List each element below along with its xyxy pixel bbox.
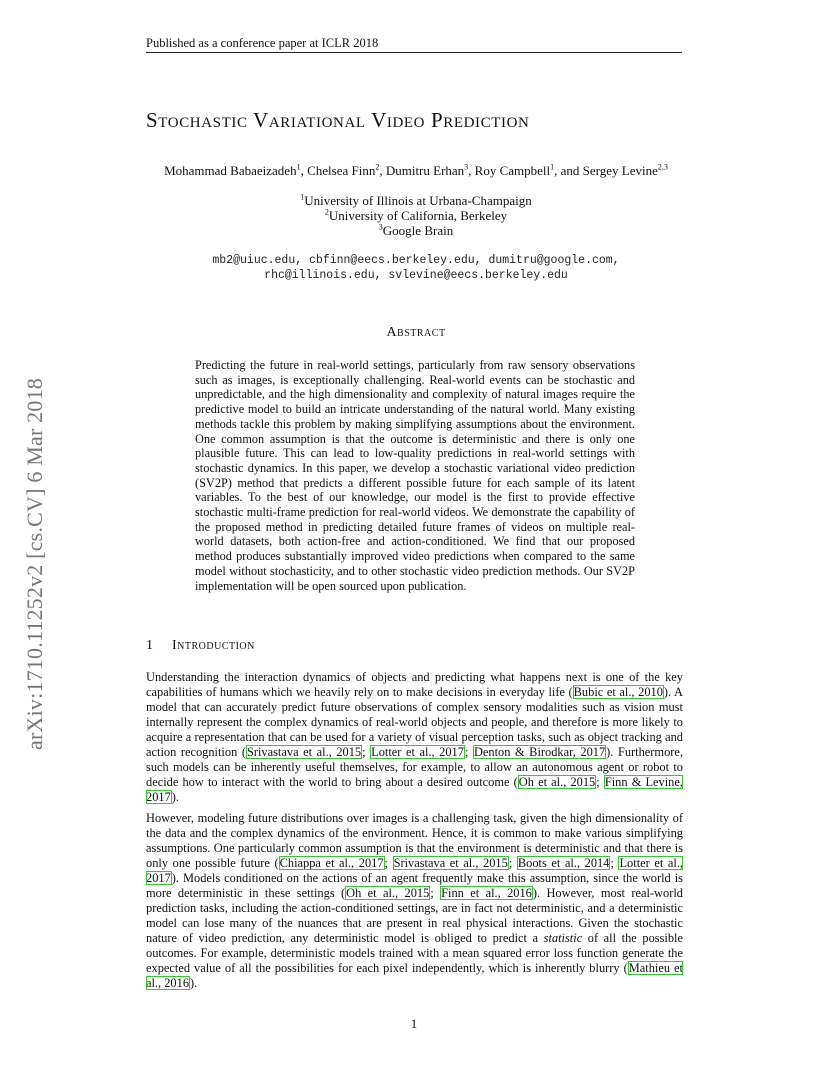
author-affiliation-mark: 1 [550,162,555,172]
email-line-2: rhc@illinois.edu, svlevine@eecs.berkeley.edu [264,269,568,282]
arxiv-stamp [22,290,46,750]
citation-link[interactable]: Srivastava et al., 2015 [393,856,508,870]
citation-link[interactable]: Finn & Levine, 2017 [146,775,683,804]
arxiv-stamp-text: arXiv:1710.11252v2 [cs.CV] 6 Mar 2018 [22,378,47,750]
affiliation-name: University of Illinois at Urbana-Champaign [304,193,532,208]
header-rule [146,52,682,53]
citation-link[interactable]: Denton & Birodkar, 2017 [473,745,606,759]
affiliation-line [146,208,686,223]
affiliation-mark: 2 [324,207,329,217]
citation-link[interactable]: Lotter et al., 2017 [371,745,464,759]
citation-link[interactable]: Lotter et al., 2017 [146,856,684,885]
citation-link[interactable]: Bubic et al., 2010 [573,685,663,699]
author-name: Mohammad Babaeizadeh [164,163,297,178]
citation-link[interactable]: Srivastava et al., 2015 [246,745,362,759]
author-name: Roy Campbell [474,163,551,178]
email-line-1: mb2@uiuc.edu, cbfinn@eecs.berkeley.edu, dumitru@google.com, [212,254,620,267]
affiliation-line [146,223,686,238]
author-affiliation-mark: 2,3 [657,162,668,172]
section-number: 1 [146,638,154,653]
author-affiliation-mark: 2 [375,162,380,172]
citation-link[interactable]: Boots et al., 2014 [517,856,610,870]
abstract-text: Predicting the future in real-world settings, particularly from raw sensory observations such as images, is exceptionally challenging. Real-world events can be stochastic and unpredictable, and the high dimensionality and complexity of natural images require the predictive model to build an intricate understanding of the natural world. Many existing methods tackle this problem by making simplifying assumptions about the environment. One common assumption is that the outcome is deterministic and there is only one plausible future. This can lead to low-quality predictions in real-world settings with stochastic dynamics. In this paper, we develop a stochastic variational video prediction (SV2P) method that predicts a different possible future for each sample of its latent variables. To the best of our knowledge, our model is the first to provide effective stochastic multi-frame prediction for real-world videos. We demonstrate the capability of the proposed method in predicting detailed future frames of videos on multiple real-world datasets, both action-free and action-conditioned. We find that our proposed method produces substantially improved video predictions when compared to the same model without stochasticity, and to other stochastic video prediction methods. Our SV2P implementation will be open sourced upon publication. [195,358,635,593]
affiliation-mark: 1 [300,192,305,202]
affiliation-line [146,193,686,208]
citation-link[interactable]: Mathieu et al., 2016 [146,961,683,990]
affiliations [146,193,686,238]
affiliation-name: Google Brain [382,223,454,238]
author-affiliation-mark: 3 [464,162,469,172]
citation-link[interactable]: Chiappa et al., 2017 [279,856,384,870]
author-name: Dumitru Erhan [385,163,465,178]
emphasis-text: statistic [543,931,583,945]
author-affiliation-mark: 1 [296,162,301,172]
running-header: Published as a conference paper at ICLR 2018 [146,36,379,50]
intro-paragraph-2: However, modeling future distributions over images is a challenging task, given the high dimensionality of the data and the complex dynamics of the environment. Hence, it is common to make various simplifying assumptions. One particularly common assumption is that the environment is deterministic and that there is only one possible future (Chiappa et al., 2017; Srivastava et al., 2015; Boots et al., 2014; Lotter et al., 2017). Models conditioned on the actions of an agent frequently make this assumption, since the world is more deterministic in these settings (Oh et al., 2015; Finn et al., 2016). However, most real-world prediction tasks, including the action-conditioned settings, are in fact not deterministic, and a deterministic model can lose many of the nuances that are present in real physical interactions. Given the stochastic nature of video prediction, any deterministic model is obliged to predict a statistic of all the possible outcomes. For example, deterministic models trained with a mean squared error loss function generate the expected value of all the possibilities for each pixel independently, which is inherently blurry (Mathieu et al., 2016). [146,811,684,990]
author-name: Sergey Levine [582,163,658,178]
affiliation-mark: 3 [378,222,383,232]
author-name: Chelsea Finn [307,163,376,178]
paper-title: Stochastic Variational Video Prediction [146,108,530,132]
citation-link[interactable]: Oh et al., 2015 [346,886,430,900]
intro-paragraph-1: Understanding the interaction dynamics of objects and predicting what happens next is one of the key capabilities of humans which we heavily rely on to make decisions in everyday life (Bubic et al., 2010). A model that can accurately predict future observations of complex sensory modalities such as vision must internally represent the complex dynamics of real-world objects and people, and therefore is more likely to acquire a representation that can be used for a variety of visual perception tasks, such as object tracking and action recognition (Srivastava et al., 2015; Lotter et al., 2017; Denton & Birodkar, 2017). Furthermore, such models can be inherently useful themselves, for example, to allow an autonomous agent or robot to decide how to interact with the world to bring about a desired outcome (Oh et al., 2015; Finn & Levine, 2017). [146,670,683,804]
section-heading-introduction [146,638,686,654]
abstract-heading: Abstract [386,325,446,340]
email-list [146,253,686,283]
citation-link[interactable]: Finn et al., 2016 [441,886,532,900]
section-title: Introduction [172,638,255,653]
author-list: Mohammad Babaeizadeh$^1$, Chelsea Finn$^2$, Dumitru Erhan$^3$, Roy Campbell$^1$, and Sergey Levine$^{2,3}$ [164,162,668,178]
page-number: 1 [410,1016,418,1031]
citation-link[interactable]: Oh et al., 2015 [518,775,596,789]
affiliation-name: University of California, Berkeley [328,208,508,223]
